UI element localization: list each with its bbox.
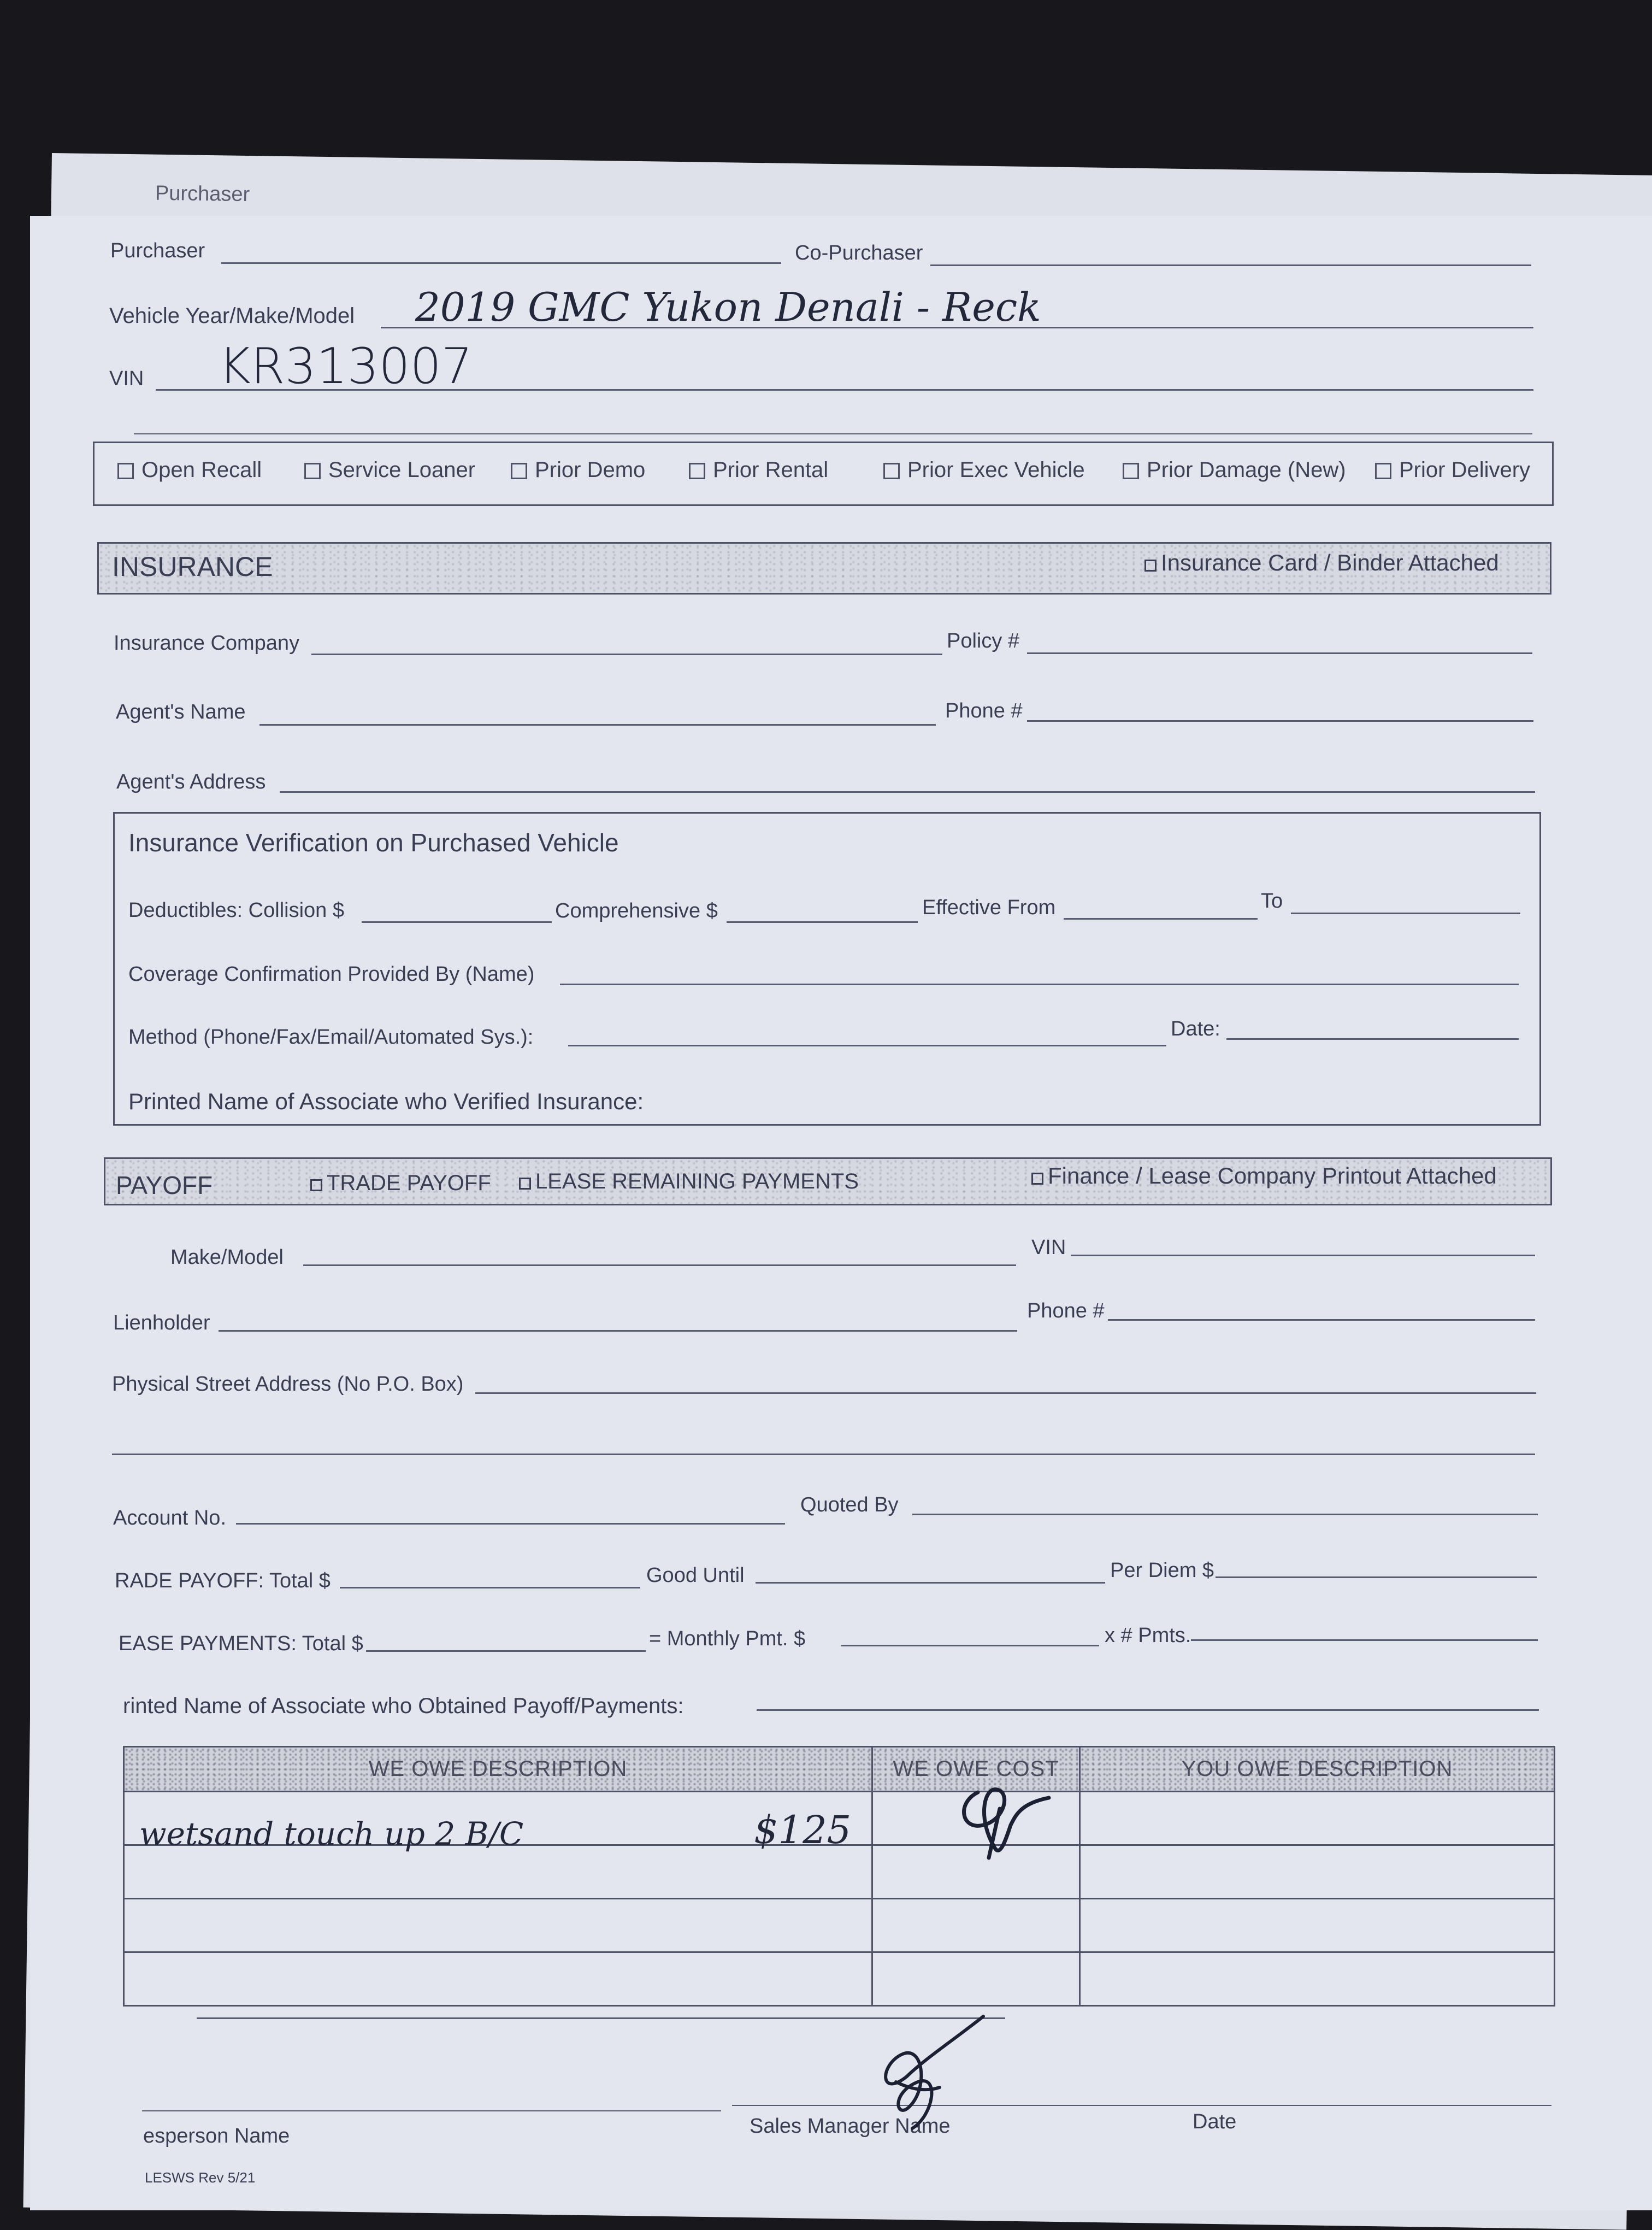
table-row bbox=[124, 1952, 1555, 2006]
checkbox-icon[interactable] bbox=[117, 463, 134, 479]
insurance-card-attached-label: Insurance Card / Binder Attached bbox=[1161, 550, 1499, 575]
checkbox-icon[interactable] bbox=[883, 463, 900, 479]
vin-label: VIN bbox=[109, 367, 144, 390]
we-owe-description-cell[interactable] bbox=[124, 1952, 872, 2006]
policy-label: Policy # bbox=[947, 629, 1020, 652]
checkbox-icon[interactable] bbox=[1031, 1173, 1043, 1185]
lease-remaining-label: LEASE REMAINING PAYMENTS bbox=[535, 1169, 859, 1193]
vehicle-label: Vehicle Year/Make/Model bbox=[109, 304, 355, 328]
lease-remaining-option[interactable] bbox=[519, 1169, 859, 1194]
effective-from-field[interactable] bbox=[1064, 918, 1258, 920]
checkbox-icon[interactable] bbox=[304, 463, 321, 479]
vin-second-line bbox=[134, 433, 1532, 434]
checkbox-icon[interactable] bbox=[519, 1178, 531, 1190]
flag-prior-damage[interactable] bbox=[1123, 458, 1346, 483]
checkbox-icon[interactable] bbox=[1375, 463, 1391, 479]
flag-label: Service Loaner bbox=[328, 458, 476, 482]
good-until-label: Good Until bbox=[646, 1564, 745, 1587]
flag-label: Prior Delivery bbox=[1399, 458, 1531, 482]
flag-label: Open Recall bbox=[141, 458, 262, 482]
effective-from-label: Effective From bbox=[922, 896, 1056, 919]
effective-to-field[interactable] bbox=[1291, 913, 1520, 914]
flag-prior-exec-vehicle[interactable] bbox=[883, 458, 1085, 483]
account-number-label: Account No. bbox=[113, 1507, 226, 1529]
trade-payoff-option[interactable] bbox=[310, 1171, 491, 1196]
table-row bbox=[124, 1899, 1555, 1952]
table-row bbox=[124, 1845, 1555, 1899]
flag-label: Prior Exec Vehicle bbox=[907, 458, 1085, 482]
verification-method-label: Method (Phone/Fax/Email/Automated Sys.): bbox=[128, 1026, 534, 1049]
vin-handwritten-value: KR313007 bbox=[219, 338, 473, 395]
checkbox-icon[interactable] bbox=[1144, 560, 1157, 572]
flag-service-loaner[interactable] bbox=[304, 458, 475, 483]
insurance-company-label: Insurance Company bbox=[114, 632, 300, 655]
coverage-confirmation-label: Coverage Confirmation Provided By (Name) bbox=[128, 963, 535, 986]
payoff-vin-field[interactable] bbox=[1071, 1255, 1535, 1256]
verification-title: Insurance Verification on Purchased Vehicle bbox=[128, 828, 619, 857]
trade-payoff-label: TRADE PAYOFF bbox=[327, 1171, 491, 1195]
agent-address-label: Agent's Address bbox=[116, 770, 266, 793]
we-owe-description-cell[interactable] bbox=[124, 1899, 872, 1952]
we-owe-table bbox=[123, 1746, 1555, 2007]
insurance-card-attached-option[interactable] bbox=[1144, 550, 1499, 576]
coverage-confirmation-field[interactable] bbox=[560, 984, 1519, 985]
lienholder-label: Lienholder bbox=[113, 1311, 210, 1334]
street-address-field[interactable] bbox=[475, 1392, 1536, 1394]
back-sheet-purchaser-label: Purchaser bbox=[155, 181, 250, 207]
payoff-obtained-by-label: rinted Name of Associate who Obtained Payoff/Payments: bbox=[123, 1694, 684, 1718]
printout-attached-option[interactable] bbox=[1031, 1163, 1497, 1189]
purchaser-label: Purchaser bbox=[110, 239, 205, 262]
street-address-label: Physical Street Address (No P.O. Box) bbox=[112, 1373, 464, 1396]
checkbox-icon[interactable] bbox=[689, 463, 705, 479]
deductibles-collision-label: Deductibles: Collision $ bbox=[128, 899, 344, 922]
lienholder-phone-label: Phone # bbox=[1027, 1299, 1105, 1322]
payoff-obtained-by-field[interactable] bbox=[757, 1709, 1539, 1711]
quoted-by-label: Quoted By bbox=[800, 1493, 899, 1516]
number-of-payments-label: x # Pmts. bbox=[1105, 1624, 1191, 1647]
salesperson-signature-line[interactable] bbox=[142, 2110, 721, 2111]
good-until-field[interactable] bbox=[756, 1582, 1105, 1584]
lienholder-phone-field[interactable] bbox=[1108, 1319, 1535, 1321]
flag-label: Prior Damage (New) bbox=[1147, 458, 1346, 482]
comprehensive-label: Comprehensive $ bbox=[555, 899, 718, 922]
lease-payments-total-field[interactable] bbox=[366, 1650, 646, 1652]
we-owe-description-cell[interactable] bbox=[124, 1845, 872, 1899]
flag-prior-demo[interactable] bbox=[511, 458, 645, 483]
per-diem-field[interactable] bbox=[1216, 1576, 1537, 1578]
you-owe-description-cell[interactable] bbox=[1080, 1952, 1555, 2006]
trade-payoff-total-label: RADE PAYOFF: Total $ bbox=[115, 1569, 331, 1592]
agent-name-field[interactable] bbox=[259, 724, 936, 726]
co-purchaser-field[interactable] bbox=[930, 264, 1531, 266]
we-owe-handwritten-amount: $125 bbox=[754, 1808, 852, 1852]
we-owe-cost-cell[interactable] bbox=[872, 1899, 1080, 1952]
insurance-company-field[interactable] bbox=[311, 654, 942, 655]
insurance-title: INSURANCE bbox=[112, 551, 273, 582]
verified-by-label: Printed Name of Associate who Verified Insurance: bbox=[128, 1088, 644, 1114]
manager-signature-line[interactable] bbox=[732, 2105, 1551, 2106]
monthly-payment-label: = Monthly Pmt. $ bbox=[649, 1627, 806, 1650]
salesperson-name-label: esperson Name bbox=[143, 2125, 290, 2147]
co-purchaser-label: Co-Purchaser bbox=[795, 242, 923, 264]
payoff-make-model-field[interactable] bbox=[303, 1264, 1016, 1266]
payoff-title: PAYOFF bbox=[116, 1171, 213, 1199]
vehicle-handwritten-value: 2019 GMC Yukon Denali - Reck bbox=[415, 284, 1041, 330]
quoted-by-field[interactable] bbox=[912, 1514, 1538, 1515]
agent-phone-field[interactable] bbox=[1027, 720, 1533, 722]
checkbox-icon[interactable] bbox=[310, 1179, 322, 1191]
you-owe-description-cell[interactable] bbox=[1080, 1899, 1555, 1952]
flag-open-recall[interactable] bbox=[117, 458, 262, 483]
flag-prior-delivery[interactable] bbox=[1375, 458, 1530, 483]
sales-manager-name-label: Sales Manager Name bbox=[750, 2115, 951, 2138]
payoff-make-model-label: Make/Model bbox=[170, 1246, 284, 1269]
we-owe-cost-header: WE OWE COST bbox=[872, 1747, 1080, 1792]
we-owe-cost-initials-signature bbox=[945, 1770, 1071, 1874]
sales-manager-signature bbox=[858, 2005, 1000, 2131]
form-code: LESWS Rev 5/21 bbox=[145, 2169, 256, 2186]
street-address-line-2[interactable] bbox=[112, 1454, 1535, 1455]
you-owe-description-cell[interactable] bbox=[1080, 1792, 1555, 1845]
we-owe-description-header: WE OWE DESCRIPTION bbox=[124, 1747, 872, 1792]
policy-field[interactable] bbox=[1027, 652, 1532, 654]
monthly-payment-field[interactable] bbox=[841, 1645, 1099, 1646]
agent-name-label: Agent's Name bbox=[116, 701, 246, 723]
agent-phone-label: Phone # bbox=[945, 699, 1023, 722]
number-of-payments-field[interactable] bbox=[1191, 1639, 1538, 1641]
date-label: Date bbox=[1193, 2110, 1237, 2133]
printout-attached-label: Finance / Lease Company Printout Attached bbox=[1048, 1163, 1497, 1188]
flag-label: Prior Demo bbox=[535, 458, 646, 482]
flag-prior-rental[interactable] bbox=[689, 458, 828, 483]
comprehensive-field[interactable] bbox=[727, 921, 918, 923]
payoff-vin-label: VIN bbox=[1031, 1236, 1066, 1259]
verification-method-field[interactable] bbox=[568, 1045, 1166, 1046]
per-diem-label: Per Diem $ bbox=[1110, 1559, 1214, 1582]
trade-payoff-total-field[interactable] bbox=[340, 1587, 640, 1588]
effective-to-label: To bbox=[1261, 890, 1283, 913]
we-owe-handwritten-description: wetsand touch up 2 B/C bbox=[139, 1815, 524, 1852]
collision-deductible-field[interactable] bbox=[362, 921, 552, 923]
you-owe-description-cell[interactable] bbox=[1080, 1845, 1555, 1899]
verification-date-field[interactable] bbox=[1226, 1038, 1519, 1040]
checkbox-icon[interactable] bbox=[1123, 463, 1139, 479]
agent-address-field[interactable] bbox=[280, 791, 1535, 793]
account-number-field[interactable] bbox=[236, 1523, 785, 1525]
lienholder-field[interactable] bbox=[219, 1330, 1017, 1332]
you-owe-description-header: YOU OWE DESCRIPTION bbox=[1080, 1747, 1555, 1792]
we-owe-cost-cell[interactable] bbox=[872, 1952, 1080, 2006]
purchaser-field[interactable] bbox=[221, 262, 781, 264]
flag-label: Prior Rental bbox=[713, 458, 829, 482]
verification-date-label: Date: bbox=[1171, 1017, 1220, 1040]
we-owe-header-row bbox=[124, 1747, 1555, 1792]
lease-payments-total-label: EASE PAYMENTS: Total $ bbox=[119, 1632, 363, 1655]
checkbox-icon[interactable] bbox=[511, 463, 527, 479]
